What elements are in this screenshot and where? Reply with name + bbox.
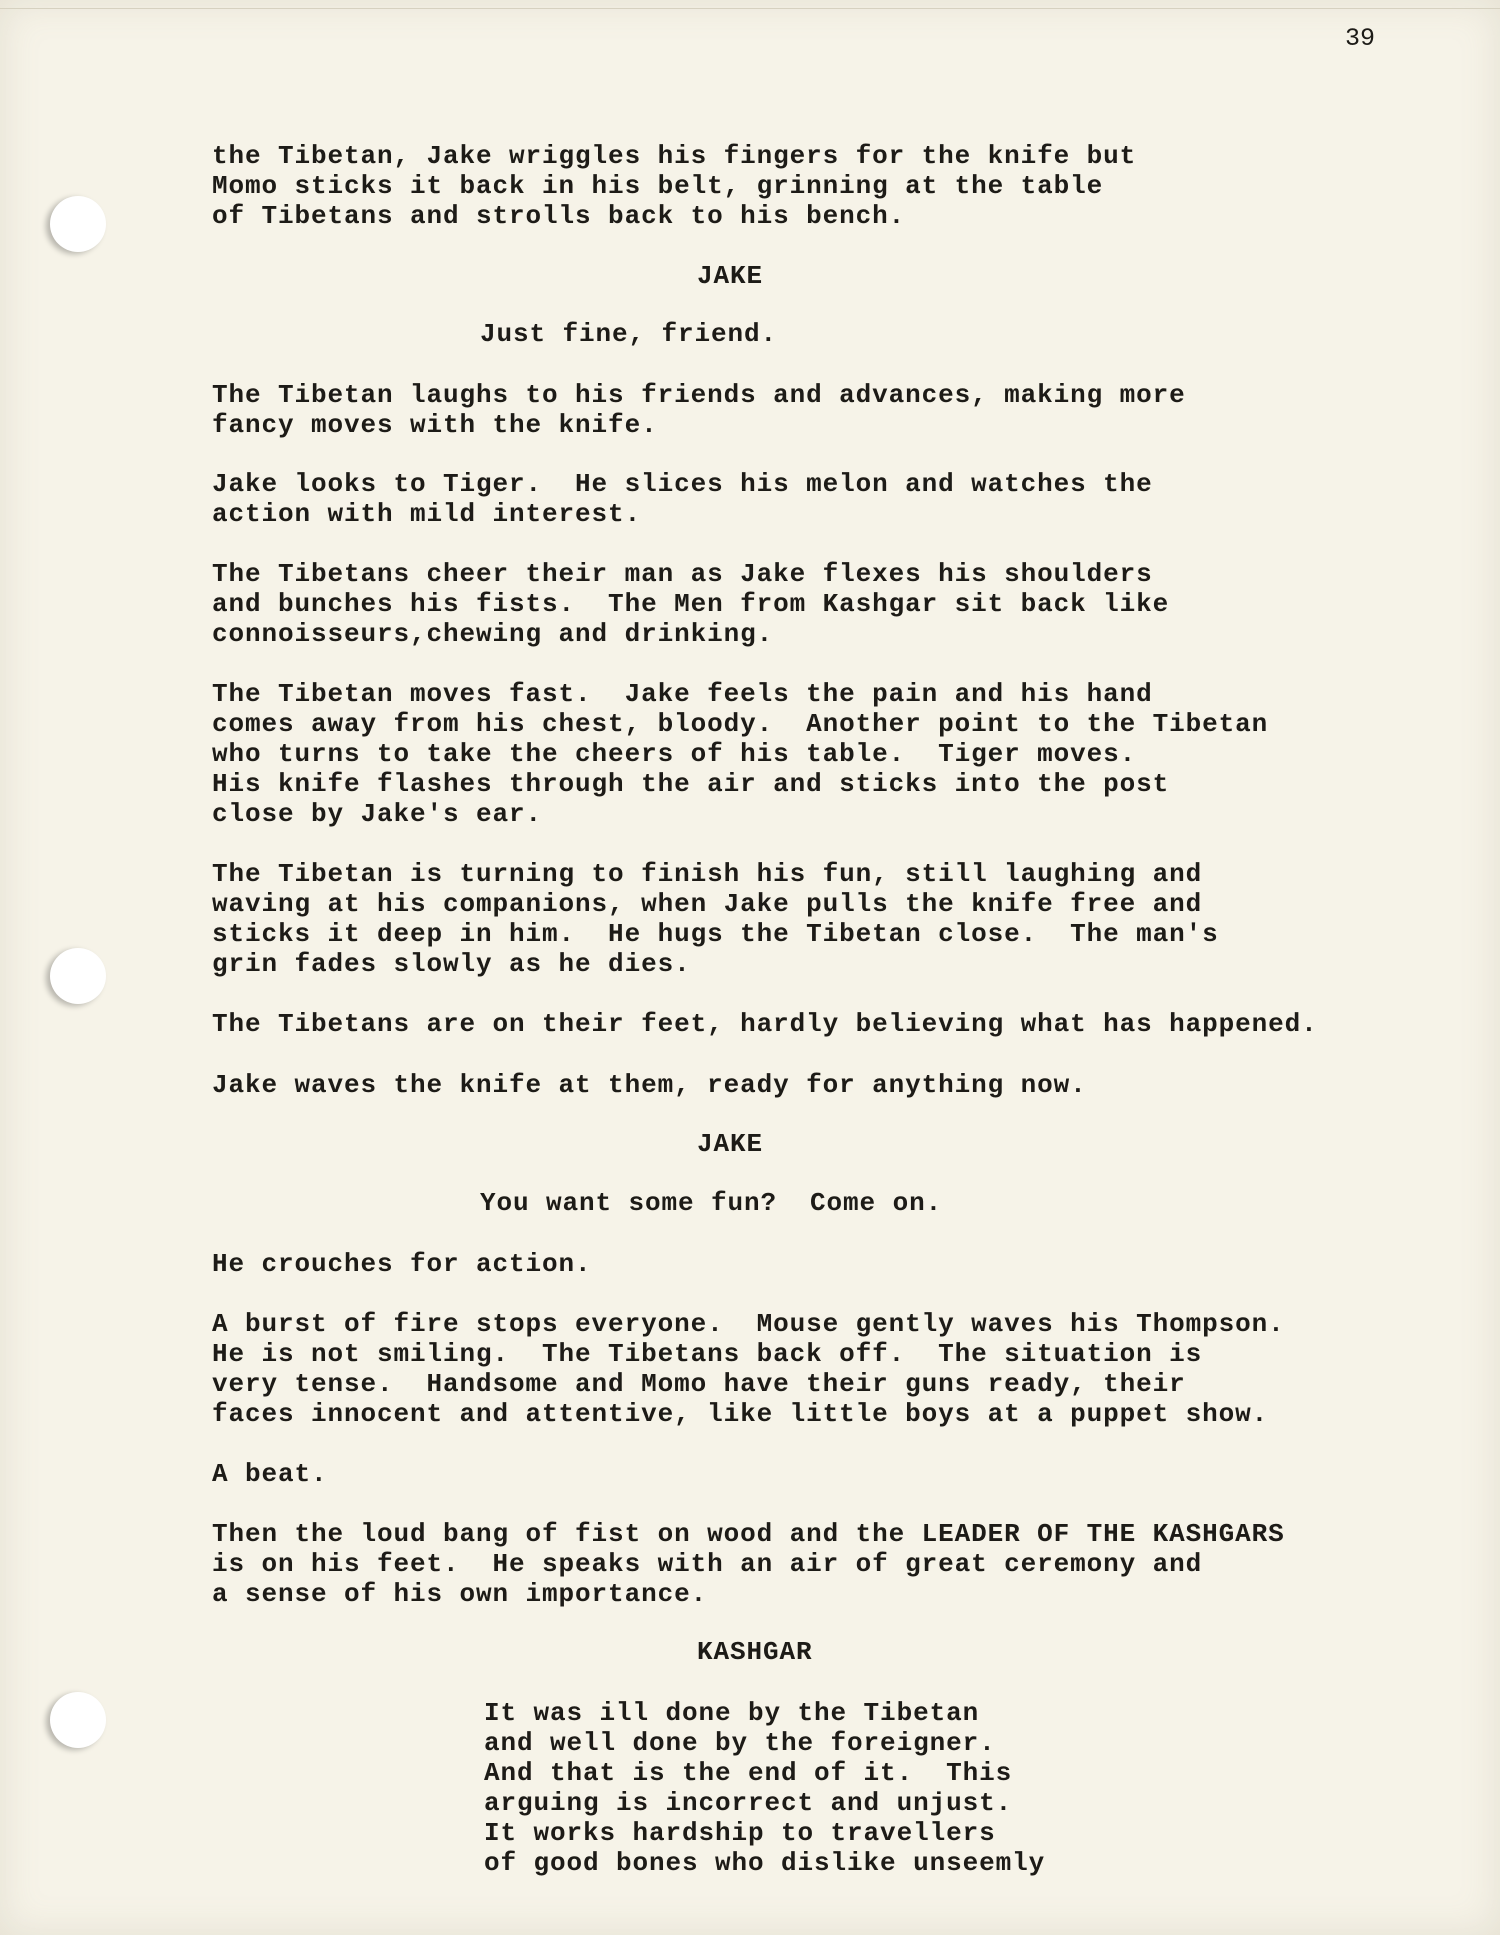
action-line: and bunches his fists. The Men from Kashgar sit back like: [212, 589, 1170, 619]
action-line: close by Jake's ear.: [212, 799, 543, 829]
action-line: a sense of his own importance.: [212, 1579, 708, 1609]
character-name: KASHGAR: [697, 1637, 813, 1667]
dialogue-line: and well done by the foreigner.: [484, 1728, 996, 1758]
action-line: action with mild interest.: [212, 499, 642, 529]
action-line: He is not smiling. The Tibetans back off. The situation is: [212, 1339, 1203, 1369]
action-line: The Tibetan moves fast. Jake feels the pain and his hand: [212, 679, 1153, 709]
action-line: The Tibetan laughs to his friends and advances, making more: [212, 380, 1186, 410]
action-line: Then the loud bang of fist on wood and the LEADER OF THE KASHGARS: [212, 1519, 1285, 1549]
dialogue-line: You want some fun? Come on.: [480, 1188, 943, 1218]
binder-hole-bottom: [50, 1692, 106, 1748]
dialogue-line: arguing is incorrect and unjust.: [484, 1788, 1013, 1818]
dialogue-line: Just fine, friend.: [480, 319, 778, 349]
action-line: of Tibetans and strolls back to his bench.: [212, 201, 906, 231]
dialogue-line: of good bones who dislike unseemly: [484, 1848, 1046, 1878]
action-line: Jake waves the knife at them, ready for anything now.: [212, 1070, 1087, 1100]
binder-hole-top: [50, 196, 106, 252]
action-line: is on his feet. He speaks with an air of great ceremony and: [212, 1549, 1203, 1579]
action-line: He crouches for action.: [212, 1249, 592, 1279]
action-line: faces innocent and attentive, like little boys at a puppet show.: [212, 1399, 1269, 1429]
character-name: JAKE: [697, 261, 764, 291]
action-line: The Tibetan is turning to finish his fun, still laughing and: [212, 859, 1203, 889]
dialogue-line: It works hardship to travellers: [484, 1818, 996, 1848]
action-line: grin fades slowly as he dies.: [212, 949, 691, 979]
action-line: very tense. Handsome and Momo have their guns ready, their: [212, 1369, 1186, 1399]
action-line: Jake looks to Tiger. He slices his melon and watches the: [212, 469, 1153, 499]
action-line: who turns to take the cheers of his table. Tiger moves.: [212, 739, 1137, 769]
dialogue-line: And that is the end of it. This: [484, 1758, 1013, 1788]
action-line: A burst of fire stops everyone. Mouse gently waves his Thompson.: [212, 1309, 1285, 1339]
character-name: JAKE: [697, 1129, 764, 1159]
action-line: waving at his companions, when Jake pulls the knife free and: [212, 889, 1203, 919]
action-line: sticks it deep in him. He hugs the Tibetan close. The man's: [212, 919, 1219, 949]
action-line: His knife flashes through the air and sticks into the post: [212, 769, 1170, 799]
action-line: the Tibetan, Jake wriggles his fingers for the knife but: [212, 141, 1137, 171]
action-line: The Tibetans are on their feet, hardly believing what has happened.: [212, 1009, 1318, 1039]
binder-hole-middle: [50, 948, 106, 1004]
action-line: Momo sticks it back in his belt, grinning at the table: [212, 171, 1104, 201]
page-number: 39: [1345, 24, 1376, 53]
page-top-edge: [0, 0, 1500, 9]
dialogue-line: It was ill done by the Tibetan: [484, 1698, 980, 1728]
action-line: A beat.: [212, 1459, 328, 1489]
action-line: The Tibetans cheer their man as Jake flexes his shoulders: [212, 559, 1153, 589]
action-line: comes away from his chest, bloody. Another point to the Tibetan: [212, 709, 1269, 739]
action-line: fancy moves with the knife.: [212, 410, 658, 440]
action-line: connoisseurs,chewing and drinking.: [212, 619, 774, 649]
